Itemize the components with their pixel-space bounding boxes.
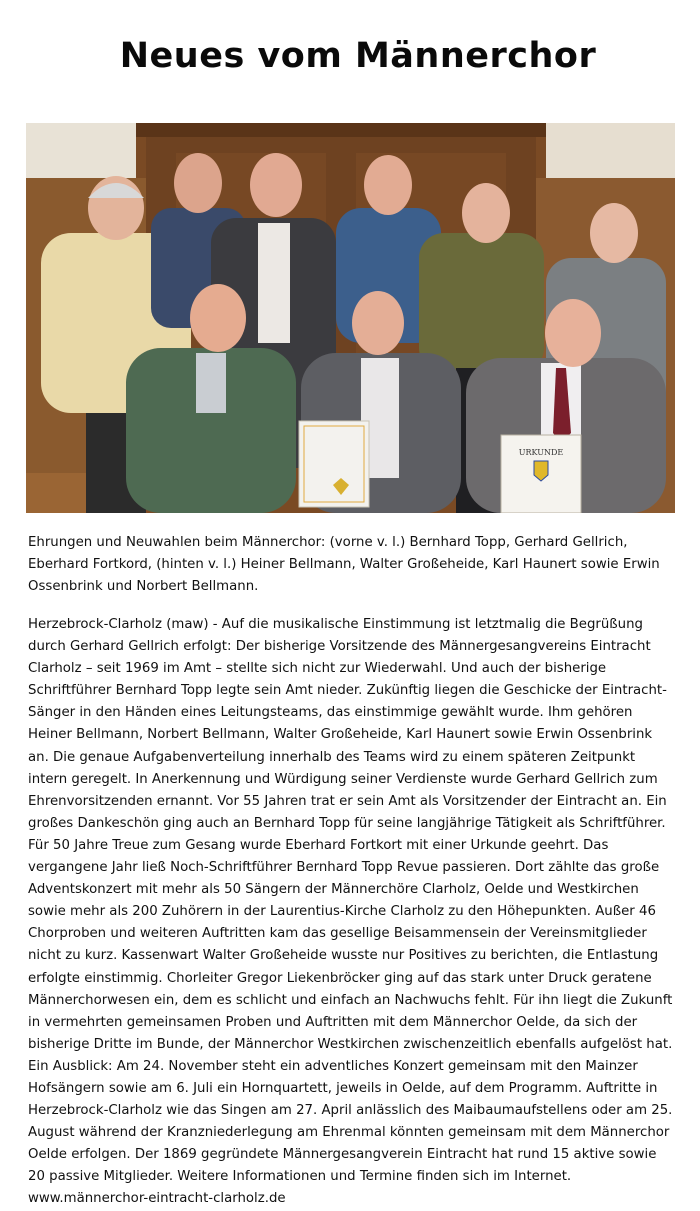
article-headline: Neues vom Männerchor	[119, 36, 597, 76]
group-photo	[26, 123, 675, 513]
photo-caption: Ehrungen und Neuwahlen beim Männerchor: (vorne v. l.) Bernhard Topp, Gerhard Gellrich, Eberhard Fortkord, (hinten v. l.) Heiner Bellmann, Walter Großeheide, Karl Haunert sowie Erwin Ossenbrink und Norbert Bellmann.	[28, 535, 660, 594]
article-body: Herzebrock-Clarholz (maw) - Auf die musikalische Einstimmung ist letztmalig die Begrüßung durch Gerhard Gellrich erfolgt: Der bisherige Vorsitzende des Männergesangvereins Eintracht Clarholz – seit 1969 im Amt – stellte sich nicht zur Wiederwahl. Und auch der bisherige Schriftführer Bernhard Topp legte sein Amt nieder. Zukünftig liegen die Geschicke der Eintracht-Sänger in den Händen eines Leitungsteams, das einstimmige gewählt wurde. Ihm gehören Heiner Bellmann, Norbert Bellmann, Walter Großeheide, Karl Haunert sowie Erwin Ossenbrink an. Die genaue Aufgabenverteilung innerhalb des Teams wird zu einem späteren Zeitpunkt intern geregelt. In Anerkennung und Würdigung seiner Verdienste wurde Gerhard Gellrich zum Ehrenvorsitzenden ernannt. Vor 55 Jahren trat er sein Amt als Vorsitzender der Eintracht an. Ein großes Dankeschön ging auch an Bernhard Topp für seine langjährige Tätigkeit als Schriftführer. Für 50 Jahre Treue zum Gesang wurde Eberhard Fortkort mit einer Urkunde geehrt. Das vergangene Jahr ließ Noch-Schriftführer Bernhard Topp Revue passieren. Dort zählte das große Adventskonzert mit mehr als 50 Sängern der Männerchöre Clarholz, Oelde und Westkirchen sowie mehr als 200 Zuhörern in der Laurentius-Kirche Clarholz zu den Höhepunkten. Außer 46 Chorproben und weiteren Auftritten kam das gesellige Beisammensein der Vereinsmitglieder nicht zu kurz. Kassenwart Walter Großeheide wusste nur Positives zu berichten, die Entlastung erfolgte einstimmig. Chorleiter Gregor Liekenbröcker ging auf das stark unter Druck geratene Männerchorwesen ein, dem es schlicht und einfach an Nachwuchs fehlt. Für ihn liegt die Zukunft in vermehrten gemeinsamen Proben und Auftritten mit dem Männerchor Oelde, da sich der bisherige Dritte im Bunde, der Männerchor Westkirchen zwischenzeitlich ebenfalls aufgelöst hat. Ein Ausblick: Am 24. November steht ein adventliches Konzert gemeinsam mit den Mainzer Hofsängern sowie am 6. Juli ein Hornquartett, jeweils in Oelde, auf dem Programm. Auftritte in Herzebrock-Clarholz wie das Singen am 27. April anlässlich des Maibaumaufstellens oder am 25. August während der Kranzniederlegung am Ehrenmal könnten gemeinsam mit dem Männerchor Oelde erfolgen. Der 1869 gegründete Männergesangverein Eintracht hat rund 15 aktive sowie 20 passive Mitglieder. Weitere Informationen und Termine finden sich im Internet. www.männerchor-eintracht-clarholz.de	[28, 617, 673, 1207]
certificate-title: URKUNDE	[518, 448, 564, 457]
